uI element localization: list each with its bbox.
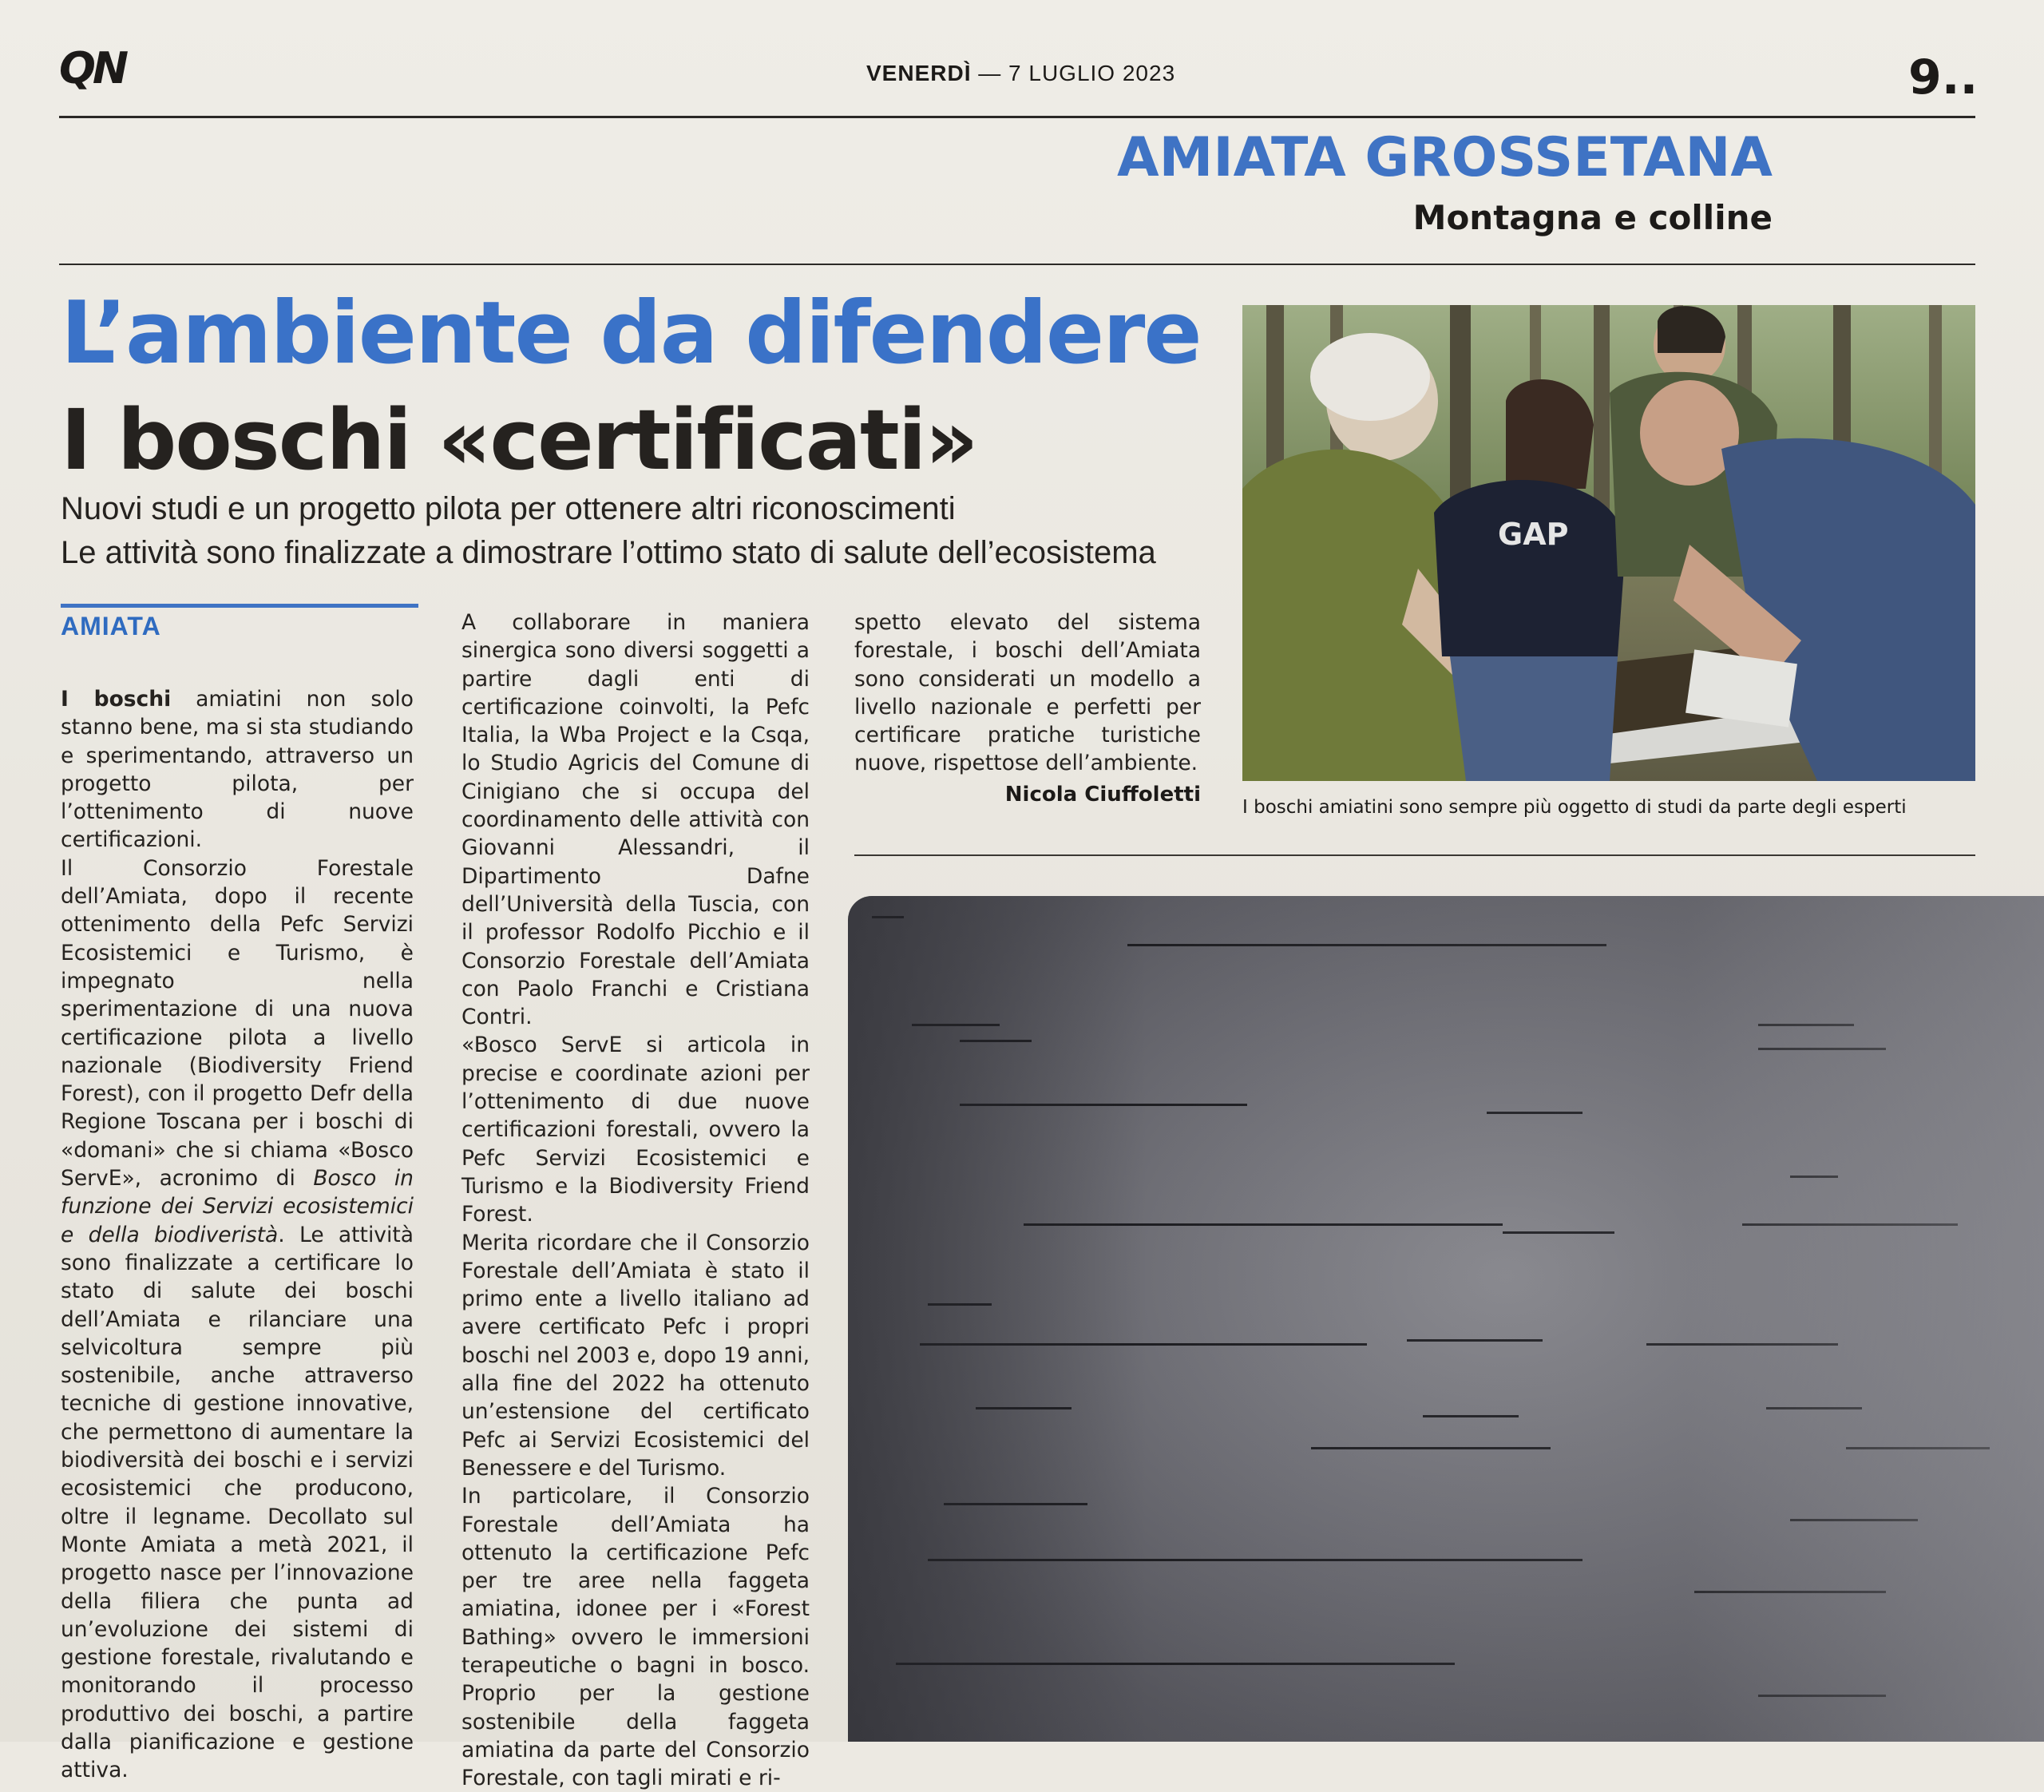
col1-p1-text: amiatini non solo stanno bene, ma si sta studiando e sperimentando, attraverso un progetto pilota, per l’ottenimento di nuove certificazioni. xyxy=(61,687,414,853)
location-tag: AMIATA xyxy=(61,612,161,640)
col1-paragraph-1 xyxy=(61,685,414,854)
newspaper-logo: QN xyxy=(59,43,126,93)
article-kicker: L’ambiente da difendere xyxy=(61,283,1201,383)
dateline-weekday: VENERDÌ xyxy=(866,61,972,85)
byline: Nicola Ciuffoletti xyxy=(1004,783,1201,807)
col1-paragraph-2 xyxy=(61,854,414,1785)
article-column-2 xyxy=(461,609,810,1792)
location-tag-bar xyxy=(61,604,418,608)
section-rule xyxy=(59,264,1975,265)
photo-shirt-text: GAP xyxy=(1498,517,1569,552)
article-summary-line-1: Nuovi studi e un progetto pilota per ottenere altri riconoscimenti xyxy=(61,491,956,526)
col1-p2-italic: Bosco in funzione dei Servizi ecosistemici e della biodiveristà xyxy=(61,1166,414,1247)
col1-lead: I boschi xyxy=(61,687,172,712)
section-title: AMIATA GROSSETANA xyxy=(1117,126,1773,189)
masthead-rule xyxy=(59,116,1975,118)
photo-forest-scene xyxy=(1242,305,1975,781)
dateline-date: — 7 LUGLIO 2023 xyxy=(978,61,1176,85)
col3-paragraph-1: spetto elevato del sistema forestale, i boschi dell’Amiata sono considerati un modello a livello nazionale e perfetti per certificare pratiche turistiche nuove, rispettose dell’ambiente. xyxy=(854,610,1201,776)
blur-overlay xyxy=(848,896,2044,1742)
col2-paragraph-2: «Bosco ServE si articola in precise e coordinate azioni per l’ottenimento di due nuove certificazioni forestali, ovvero la Pefc Servizi Ecosistemici e Turismo e la Biodiversity Friend Forest. xyxy=(461,1033,810,1227)
redacted-blurred-area xyxy=(848,896,2044,1742)
column-3-end-rule xyxy=(854,854,1975,856)
article-photo xyxy=(1242,305,1975,781)
article-summary-line-2: Le attività sono finalizzate a dimostrare l’ottimo stato di salute dell’ecosistema xyxy=(61,535,1156,570)
dateline xyxy=(866,61,1175,86)
section-subtitle: Montagna e colline xyxy=(1412,198,1773,237)
col2-paragraph-4: In particolare, il Consorzio Forestale dell’Amiata ha ottenuto la certificazione Pefc per tre aree nella faggeta amiatina, idonee per i «Forest Bathing» ovvero le immersioni terapeutiche o bagni in bosco. Proprio per la gestione sostenibile della faggeta amiatina da parte del Consorzio Forestale, con tagli mirati e ri- xyxy=(461,1484,810,1791)
col1-p2b-text: . Le attività sono finalizzate a certificare lo stato di salute dei boschi dell’Amiata e rilanciare una selvicoltura sempre più sostenibile, anche attraverso tecniche di gestione innovative, che permettono di aumentare la biodiversità dei boschi e i servizi ecosistemici che producono, oltre il legname. Decollato sul Monte Amiata a metà 2021, il progetto nasce per l’innovazione della filiera che punta ad un’evoluzione dei sistemi di gestione forestale, rivalutando e monitorando il processo produttivo dei boschi, a partire dalla pianificazione e gestione attiva. xyxy=(61,1222,414,1783)
col2-paragraph-1: A collaborare in maniera sinergica sono diversi soggetti a partire dagli enti di certificazione coinvolti, la Pefc Italia, la Wba Project e la Csqa, lo Studio Agricis del Comune di Cinigiano che si occupa del coordinamento delle attività con Giovanni Alessandri, il Dipartimento Dafne dell’Università della Tuscia, con il professor Rodolfo Picchio e il Consorzio Forestale dell’Amiata con Paolo Franchi e Cristiana Contri. xyxy=(461,610,810,1030)
article-column-3 xyxy=(854,609,1201,778)
photo-caption: I boschi amiatini sono sempre più oggetto di studi da parte degli esperti xyxy=(1242,797,1907,818)
page-number: 9.. xyxy=(1908,50,1979,105)
article-headline: I boschi «certificati» xyxy=(61,391,977,489)
col2-paragraph-3: Merita ricordare che il Consorzio Forestale dell’Amiata è stato il primo ente a livello italiano ad avere certificato Pefc i propri boschi nel 2003 e, dopo 19 anni, alla fine del 2022 ha ottenuto un’estensione del certificato Pefc ai Servizi Ecosistemici del Benessere e del Turismo. xyxy=(461,1230,810,1481)
col1-p2a-text: Il Consorzio Forestale dell’Amiata, dopo il recente ottenimento della Pefc Servizi Ecosistemici e Turismo, è impegnato nella sperimentazione di una nuova certificazione pilota a livello nazionale (Biodiversity Friend Forest), con il progetto Defr della Regione Toscana per i boschi di «domani» che si chiama «Bosco ServE», acronimo di xyxy=(61,855,414,1191)
article-column-1 xyxy=(61,685,414,1785)
